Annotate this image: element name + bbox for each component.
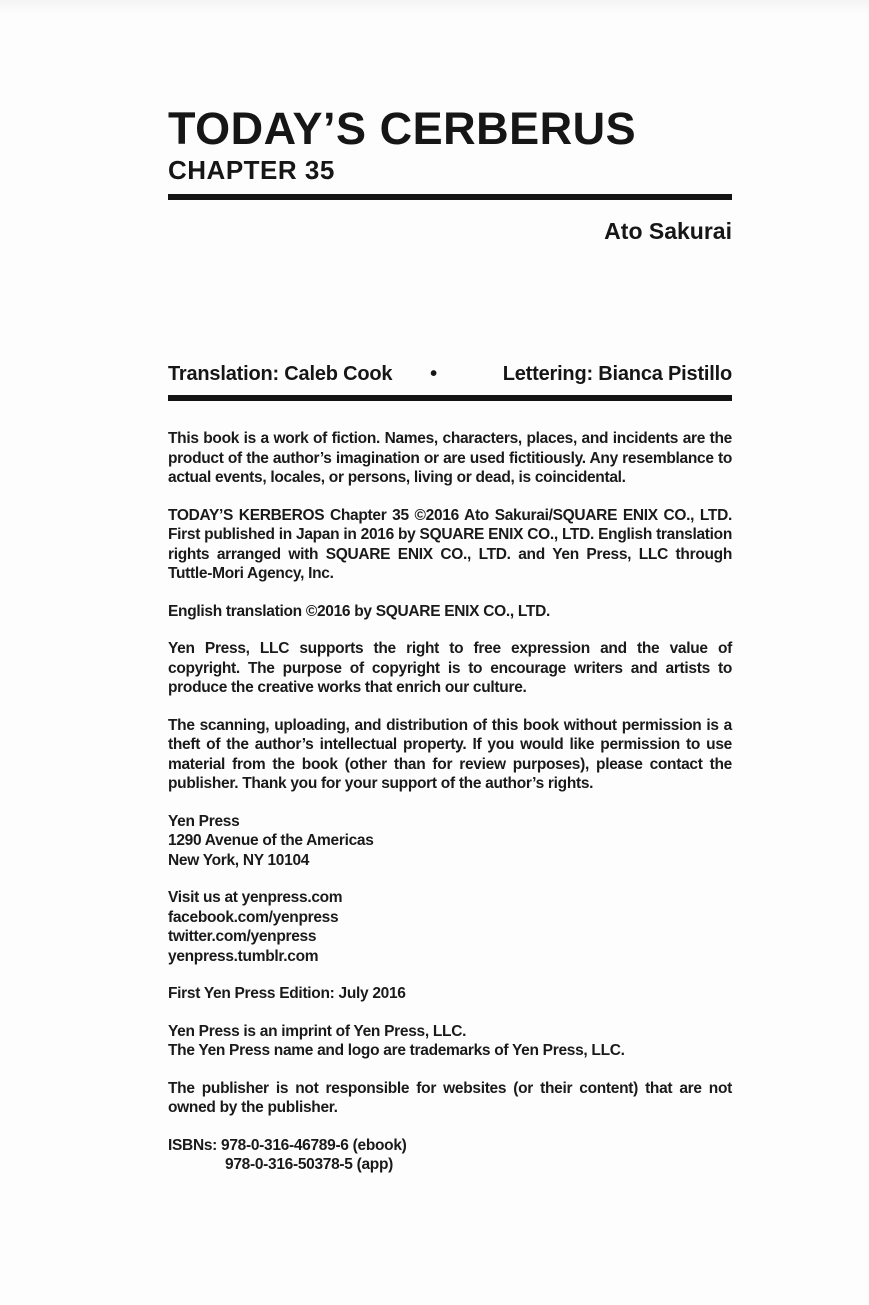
credit-lettering: Lettering: Bianca Pistillo	[502, 363, 732, 385]
content-column	[168, 103, 732, 1193]
credits-row	[168, 363, 732, 385]
author-name: Ato Sakurai	[604, 218, 732, 244]
web-links-block	[168, 888, 732, 966]
isbn-ebook: ISBNs: 978-0-316-46789-6 (ebook)	[168, 1136, 407, 1154]
web-link-yenpress: Visit us at yenpress.com	[168, 889, 343, 906]
copyright-notice-paragraph: TODAY’S KERBEROS Chapter 35 ©2016 Ato Sakurai/SQUARE ENIX CO., LTD. First published in Japan in 2016 by SQUARE ENIX CO., LTD. English translation rights arranged with SQUARE ENIX CO., LTD. and Yen Press, LLC through Tuttle-Mori Agency, Inc.	[168, 506, 732, 582]
publisher-name: Yen Press	[168, 812, 240, 830]
publisher-address-block	[168, 812, 732, 871]
fiction-disclaimer-paragraph: This book is a work of fiction. Names, characters, places, and incidents are the product of the author’s imagination or are used fictitiously. Any resemblance to actual events, locales, or persons, living or dead, is coincidental.	[168, 430, 732, 486]
isbn-block	[168, 1136, 732, 1175]
free-expression-paragraph: Yen Press, LLC supports the right to free expression and the value of copyright. The purpose of copyright is to encourage writers and artists to produce the creative works that enrich our culture.	[168, 640, 732, 696]
credit-translation: Translation: Caleb Cook	[168, 363, 393, 385]
imprint-block	[168, 1022, 732, 1061]
web-link-tumblr: yenpress.tumblr.com	[168, 947, 319, 965]
publisher-city: New York, NY 10104	[168, 851, 310, 869]
credits-divider	[168, 395, 732, 401]
web-link-twitter: twitter.com/yenpress	[168, 928, 317, 945]
chapter-label: CHAPTER 35	[168, 155, 335, 185]
website-disclaimer-paragraph: The publisher is not responsible for websites (or their content) that are not owned by the publisher.	[168, 1079, 732, 1116]
bullet-separator-icon: •	[430, 363, 437, 385]
publisher-street: 1290 Avenue of the Americas	[168, 832, 374, 849]
title-divider	[168, 194, 732, 200]
imprint-line-2: The Yen Press name and logo are trademarks of Yen Press, LLC.	[168, 1042, 625, 1059]
web-link-facebook: facebook.com/yenpress	[168, 908, 339, 926]
english-translation-line: English translation ©2016 by SQUARE ENIX CO., LTD.	[168, 602, 550, 620]
scanning-notice-paragraph: The scanning, uploading, and distribution of this book without permission is a theft of the author’s intellectual property. If you would like permission to use material from the book (other than for review purposes), please contact the publisher. Thank you for your support of the author’s rights.	[168, 716, 732, 792]
edition-line: First Yen Press Edition: July 2016	[168, 985, 406, 1002]
page-title: TODAY’S CERBERUS	[168, 103, 637, 154]
imprint-line-1: Yen Press is an imprint of Yen Press, LLC.	[168, 1022, 467, 1040]
isbn-app: 978-0-316-50378-5 (app)	[225, 1156, 393, 1173]
legal-text-block	[168, 429, 732, 1175]
